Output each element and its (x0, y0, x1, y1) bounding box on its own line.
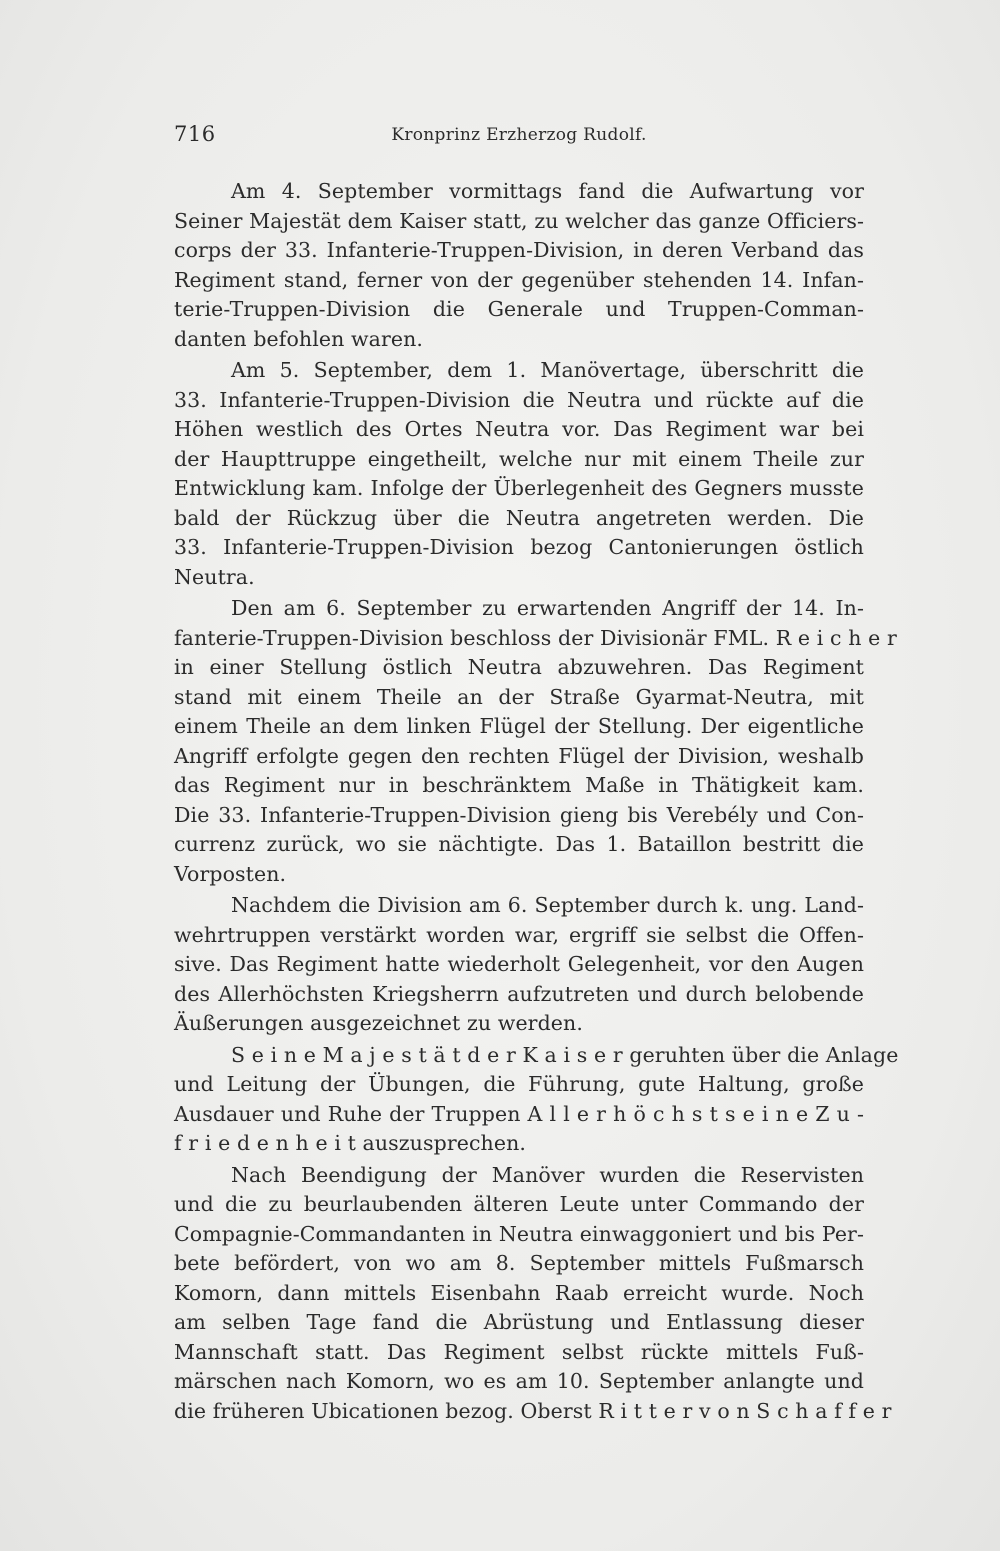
text-line: terie-Truppen-Division die Generale und Truppen-Comman- (174, 297, 864, 321)
text-line: Compagnie-Commandanten in Neutra einwaggoniert und bis Per- (174, 1221, 864, 1246)
running-head: Kronprinz Erzherzog Rudolf. (391, 125, 647, 145)
text-line: Entwicklung kam. Infolge der Überlegenheit des Gegners musste (174, 476, 864, 500)
text-line: Am 5. September, dem 1. Manövertage, überschritt die (231, 358, 864, 382)
page-number: 716 (174, 122, 216, 146)
text-line: Höhen westlich des Ortes Neutra vor. Das Regiment war bei (174, 417, 864, 441)
text-line: und Leitung der Übungen, die Führung, gute Haltung, große (174, 1072, 864, 1096)
text-line: S e i n e M a j e s t ä t d e r K a i s e r geruhten über die Anlage (231, 1042, 899, 1067)
text-line: currenz zurück, wo sie nächtigte. Das 1. Bataillon bestritt die (174, 832, 864, 856)
text-line: in einer Stellung östlich Neutra abzuwehren. Das Regiment (174, 655, 864, 679)
text-line: fanterie-Truppen-Division beschloss der Divisionär FML. R e i c h e r (174, 625, 897, 650)
text-line: Äußerungen ausgezeichnet zu werden. (174, 1011, 583, 1035)
body-text (174, 177, 899, 1426)
text-line: stand mit einem Theile an der Straße Gyarmat-Neutra, mit (174, 684, 864, 709)
text-line: bete befördert, von wo am 8. September mittels Fußmarsch (174, 1251, 864, 1275)
text-line: Am 4. September vormittags fand die Aufwartung vor (231, 179, 864, 203)
text-line: Nachdem die Division am 6. September durch k. ung. Land- (231, 893, 864, 917)
text-line: der Haupttruppe eingetheilt, welche nur mit einem Theile zur (174, 446, 864, 471)
text-line: die früheren Ubicationen bezog. Oberst R i t t e r v o n S c h a f f e r (174, 1398, 892, 1423)
text-line: Den am 6. September zu erwartenden Angriff der 14. In- (231, 596, 864, 620)
text-line: des Allerhöchsten Kriegsherrn aufzutreten und durch belobende (174, 981, 864, 1006)
text-line: corps der 33. Infanterie-Truppen-Division, in deren Verband das (174, 238, 864, 262)
text-line: danten befohlen waren. (174, 326, 424, 351)
text-line: wehrtruppen verstärkt worden war, ergriff sie selbst die Offen- (174, 922, 864, 947)
text-line: Die 33. Infanterie-Truppen-Division gieng bis Verebély und Con- (174, 802, 864, 827)
text-line: f r i e d e n h e i t auszusprechen. (174, 1131, 526, 1155)
text-line: Neutra. (174, 564, 255, 589)
text-line: 33. Infanterie-Truppen-Division die Neutra und rückte auf die (174, 387, 864, 412)
text-line: Komorn, dann mittels Eisenbahn Raab erreicht wurde. Noch (174, 1280, 864, 1305)
text-line: Regiment stand, ferner von der gegenüber stehenden 14. Infan- (174, 267, 864, 292)
text-line: das Regiment nur in beschränktem Maße in Thätigkeit kam. (174, 773, 864, 797)
page-header (174, 122, 864, 152)
text-line: Vorposten. (174, 861, 287, 886)
text-line: bald der Rückzug über die Neutra angetreten werden. Die (174, 505, 864, 530)
text-line: 33. Infanterie-Truppen-Division bezog Cantonierungen östlich (174, 535, 864, 559)
text-line: sive. Das Regiment hatte wiederholt Gelegenheit, vor den Augen (174, 952, 864, 976)
text-line: Mannschaft statt. Das Regiment selbst rückte mittels Fuß- (174, 1339, 864, 1364)
text-line: märschen nach Komorn, wo es am 10. September anlangte und (174, 1369, 864, 1393)
text-line: einem Theile an dem linken Flügel der Stellung. Der eigentliche (174, 714, 864, 738)
text-line: Nach Beendigung der Manöver wurden die Reservisten (231, 1162, 864, 1187)
text-line: am selben Tage fand die Abrüstung und Entlassung dieser (174, 1310, 864, 1334)
text-line: Ausdauer und Ruhe der Truppen A l l e r h ö c h s t s e i n e Z u - (174, 1101, 864, 1126)
text-line: Seiner Majestät dem Kaiser statt, zu welcher das ganze Officiers- (174, 208, 864, 233)
text-line: Angriff erfolgte gegen den rechten Flügel der Division, weshalb (174, 743, 864, 768)
text-line: und die zu beurlaubenden älteren Leute unter Commando der (174, 1192, 864, 1216)
